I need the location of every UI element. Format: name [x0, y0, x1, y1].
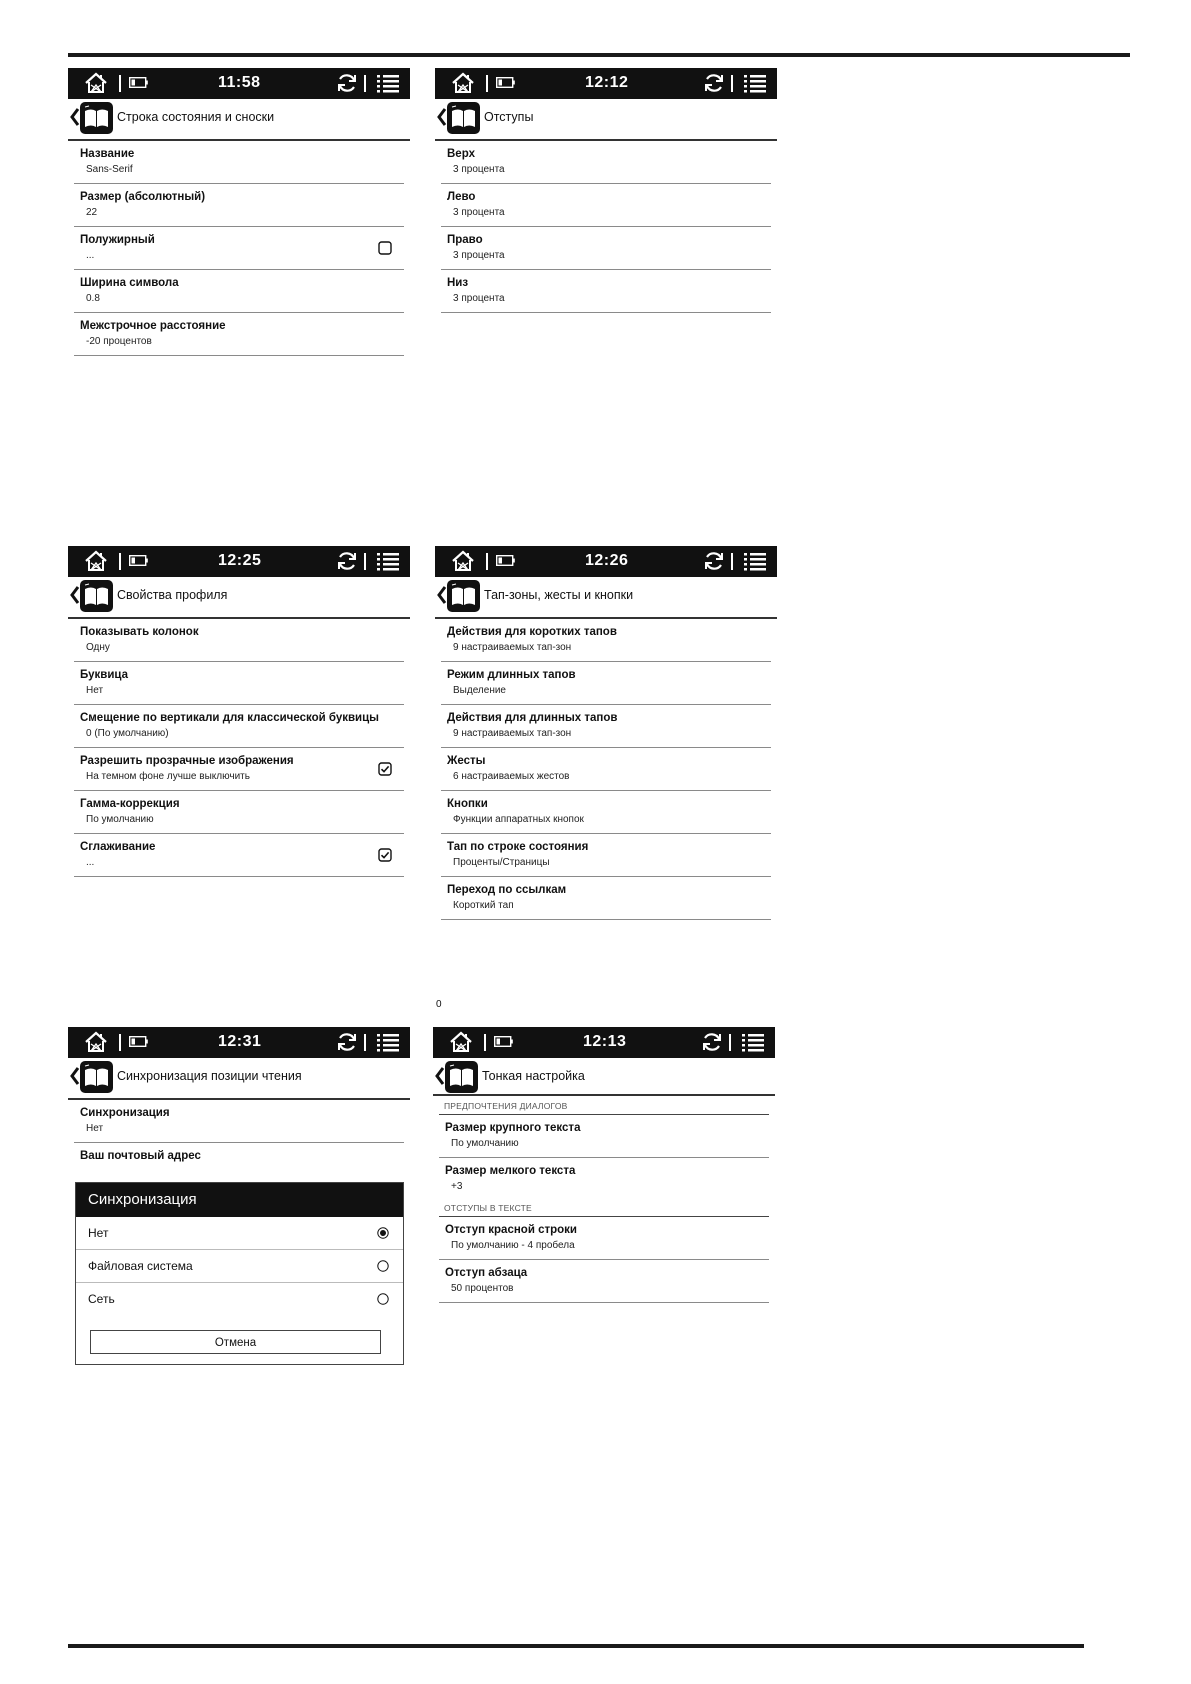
- status-bar: [68, 546, 410, 577]
- bottom-rule: [68, 1644, 1084, 1648]
- sync-dialog: [75, 1182, 404, 1365]
- checkbox-checked-icon[interactable]: [378, 848, 392, 862]
- setting-value: 22: [86, 207, 98, 218]
- setting-label: Лево: [447, 191, 476, 203]
- setting-value: Нет: [86, 1123, 104, 1134]
- setting-label: Низ: [447, 277, 469, 289]
- setting-antialiasing[interactable]: [74, 834, 404, 877]
- menu-icon[interactable]: [743, 73, 767, 94]
- home-icon[interactable]: [451, 550, 475, 572]
- setting-label: Название: [80, 148, 135, 160]
- setting-value: Sans-Serif: [86, 164, 133, 175]
- setting-status-bar-tap[interactable]: [441, 834, 771, 877]
- setting-value: 0 (По умолчанию): [86, 728, 169, 739]
- setting-value: Короткий тап: [453, 900, 514, 911]
- setting-value: Нет: [86, 685, 104, 696]
- top-rule: [68, 53, 1130, 57]
- setting-label: Верх: [447, 148, 475, 160]
- status-separator: [731, 75, 733, 92]
- status-separator: [729, 1034, 731, 1051]
- setting-value: На темном фоне лучше выключить: [86, 771, 250, 782]
- setting-value: 3 процента: [453, 293, 505, 304]
- radio-unselected-icon[interactable]: [377, 1260, 389, 1272]
- setting-char-width[interactable]: [74, 270, 404, 313]
- back-chevron-icon[interactable]: [70, 107, 80, 127]
- back-chevron-icon[interactable]: [437, 585, 447, 605]
- setting-link-navigation[interactable]: [441, 877, 771, 920]
- status-bar: [68, 68, 410, 99]
- setting-label: Ширина символа: [80, 277, 179, 289]
- setting-sync[interactable]: [74, 1100, 404, 1143]
- setting-buttons[interactable]: [441, 791, 771, 834]
- status-separator: [364, 553, 366, 570]
- setting-value: 6 настраиваемых жестов: [453, 771, 570, 782]
- setting-first-line-indent[interactable]: [439, 1217, 769, 1260]
- menu-icon[interactable]: [376, 73, 400, 94]
- back-chevron-icon[interactable]: [435, 1066, 445, 1086]
- page-title: Синхронизация позиции чтения: [117, 1069, 302, 1083]
- setting-label: Жесты: [447, 755, 486, 767]
- setting-value: Проценты/Страницы: [453, 857, 550, 868]
- option-filesystem[interactable]: [76, 1250, 403, 1283]
- setting-value: По умолчанию - 4 пробела: [451, 1240, 575, 1251]
- menu-icon[interactable]: [376, 1032, 400, 1053]
- home-icon[interactable]: [84, 550, 108, 572]
- radio-selected-icon[interactable]: [377, 1227, 389, 1239]
- book-app-icon[interactable]: [80, 580, 113, 612]
- menu-icon[interactable]: [741, 1032, 765, 1053]
- title-bar: [68, 99, 410, 141]
- setting-label: Размер (абсолютный): [80, 191, 206, 203]
- setting-long-tap-mode[interactable]: [441, 662, 771, 705]
- section-label: ОТСТУПЫ В ТЕКСТЕ: [444, 1203, 532, 1213]
- book-app-icon[interactable]: [80, 1061, 113, 1093]
- setting-margin-right[interactable]: [441, 227, 771, 270]
- clock: 12:13: [583, 1033, 627, 1050]
- settings-list: [433, 1096, 775, 1303]
- book-app-icon[interactable]: [80, 102, 113, 134]
- section-header-indents: [439, 1198, 769, 1217]
- radio-unselected-icon[interactable]: [377, 1293, 389, 1305]
- setting-line-spacing[interactable]: [74, 313, 404, 356]
- status-bar: [433, 1027, 775, 1058]
- home-icon[interactable]: [84, 72, 108, 94]
- battery-icon: [494, 1036, 513, 1047]
- title-bar: [433, 1058, 775, 1096]
- status-separator: [119, 1034, 121, 1051]
- page-title: Свойства профиля: [117, 588, 228, 602]
- setting-label: Синхронизация: [80, 1107, 170, 1119]
- screen-reading-sync: [68, 1027, 410, 1349]
- setting-font-size[interactable]: [74, 184, 404, 227]
- menu-icon[interactable]: [376, 551, 400, 572]
- title-bar: [68, 1058, 410, 1100]
- setting-label: Буквица: [80, 669, 129, 681]
- status-bar: [68, 1027, 410, 1058]
- setting-label: Размер крупного текста: [445, 1122, 581, 1134]
- book-app-icon[interactable]: [447, 102, 480, 134]
- book-app-icon[interactable]: [447, 580, 480, 612]
- home-icon[interactable]: [84, 1031, 108, 1053]
- setting-value: 9 настраиваемых тап-зон: [453, 728, 572, 739]
- home-icon[interactable]: [451, 72, 475, 94]
- setting-value: ...: [86, 857, 95, 868]
- setting-drop-cap-offset[interactable]: [74, 705, 404, 748]
- setting-columns[interactable]: [74, 619, 404, 662]
- screen-profile-properties: [68, 546, 410, 877]
- setting-value: 3 процента: [453, 250, 505, 261]
- clock: 12:12: [585, 74, 629, 91]
- setting-value: По умолчанию: [451, 1138, 519, 1149]
- setting-drop-cap[interactable]: [74, 662, 404, 705]
- sync-icon[interactable]: [336, 72, 358, 94]
- screen-status-bar-footnotes: [68, 68, 410, 356]
- setting-label: Отступ красной строки: [445, 1224, 577, 1236]
- page-title: Тап-зоны, жесты и кнопки: [484, 588, 634, 602]
- section-header-dialogs: [439, 1096, 769, 1115]
- sync-icon[interactable]: [701, 1031, 723, 1053]
- setting-margin-top[interactable]: [441, 141, 771, 184]
- option-network[interactable]: [76, 1283, 403, 1315]
- status-separator: [119, 553, 121, 570]
- status-bar: [435, 546, 777, 577]
- settings-list: [435, 619, 777, 920]
- page-title: Отступы: [484, 110, 534, 124]
- setting-margin-bottom[interactable]: [441, 270, 771, 313]
- setting-label: Кнопки: [447, 798, 488, 810]
- title-bar: [68, 577, 410, 619]
- back-chevron-icon[interactable]: [437, 107, 447, 127]
- sync-icon[interactable]: [336, 1031, 358, 1053]
- setting-font-name[interactable]: [74, 141, 404, 184]
- setting-value: 9 настраиваемых тап-зон: [453, 642, 572, 653]
- setting-small-text-size[interactable]: [439, 1158, 769, 1198]
- setting-label: Сглаживание: [80, 841, 156, 853]
- setting-value: 0.8: [86, 293, 100, 304]
- checkbox-checked-icon[interactable]: [378, 762, 392, 776]
- setting-label: Отступ абзаца: [445, 1267, 528, 1279]
- title-bar: [435, 99, 777, 141]
- dialog-title: Синхронизация: [76, 1183, 403, 1217]
- setting-value: -20 процентов: [86, 336, 152, 347]
- status-separator: [119, 75, 121, 92]
- back-chevron-icon[interactable]: [70, 1066, 80, 1086]
- battery-icon: [496, 77, 515, 88]
- screen-tap-zones: [435, 546, 777, 920]
- menu-icon[interactable]: [743, 551, 767, 572]
- setting-label: Действия для коротких тапов: [447, 626, 617, 638]
- setting-short-taps[interactable]: [441, 619, 771, 662]
- battery-icon: [129, 1036, 148, 1047]
- settings-list: [68, 1100, 410, 1173]
- status-separator: [364, 75, 366, 92]
- setting-value: +3: [451, 1181, 463, 1192]
- clock: 12:26: [585, 552, 629, 569]
- option-label: Сеть: [88, 1292, 115, 1306]
- setting-label: Смещение по вертикали для классической буквицы: [80, 712, 379, 724]
- setting-label: Переход по ссылкам: [447, 884, 567, 896]
- sync-icon[interactable]: [336, 550, 358, 572]
- setting-label: Показывать колонок: [80, 626, 199, 638]
- sync-icon[interactable]: [703, 550, 725, 572]
- page-title: Тонкая настройка: [482, 1069, 585, 1083]
- setting-value: ...: [86, 250, 95, 261]
- battery-icon: [129, 77, 148, 88]
- sync-icon[interactable]: [703, 72, 725, 94]
- status-bar: [435, 68, 777, 99]
- status-separator: [731, 553, 733, 570]
- setting-label: Межстрочное расстояние: [80, 320, 226, 332]
- clock: 12:25: [218, 552, 262, 569]
- setting-transparent-images[interactable]: [74, 748, 404, 791]
- setting-value: 50 процентов: [451, 1283, 514, 1294]
- setting-value: Функции аппаратных кнопок: [453, 814, 584, 825]
- title-bar: [435, 577, 777, 619]
- setting-label: Полужирный: [80, 234, 155, 246]
- setting-value: 3 процента: [453, 207, 505, 218]
- settings-list: [68, 619, 410, 877]
- page-title: Строка состояния и сноски: [117, 110, 275, 124]
- setting-label: Тап по строке состояния: [447, 841, 589, 853]
- battery-icon: [496, 555, 515, 566]
- setting-bold[interactable]: [74, 227, 404, 270]
- status-separator: [364, 1034, 366, 1051]
- setting-long-taps[interactable]: [441, 705, 771, 748]
- status-separator: [486, 553, 488, 570]
- setting-paragraph-indent[interactable]: [439, 1260, 769, 1303]
- setting-value: 3 процента: [453, 164, 505, 175]
- status-separator: [484, 1034, 486, 1051]
- settings-list: [68, 141, 410, 356]
- cancel-button[interactable]: Отмена: [90, 1330, 381, 1354]
- setting-margin-left[interactable]: [441, 184, 771, 227]
- home-icon[interactable]: [449, 1031, 473, 1053]
- setting-label: Гамма-коррекция: [80, 798, 180, 810]
- battery-icon: [129, 555, 148, 566]
- setting-label: Разрешить прозрачные изображения: [80, 755, 294, 767]
- setting-label: Действия для длинных тапов: [447, 712, 618, 724]
- setting-label: Ваш почтовый адрес: [80, 1150, 201, 1162]
- clock: 11:58: [218, 74, 261, 91]
- option-none[interactable]: [76, 1217, 403, 1250]
- setting-label: Режим длинных тапов: [447, 669, 576, 681]
- setting-value: Выделение: [453, 685, 506, 696]
- setting-value: По умолчанию: [86, 814, 154, 825]
- settings-list: [435, 141, 777, 313]
- back-chevron-icon[interactable]: [70, 585, 80, 605]
- option-label: Нет: [88, 1226, 109, 1240]
- option-label: Файловая система: [88, 1259, 193, 1273]
- setting-value: Одну: [86, 642, 110, 653]
- section-label: ПРЕДПОЧТЕНИЯ ДИАЛОГОВ: [444, 1101, 568, 1111]
- setting-gamma[interactable]: [74, 791, 404, 834]
- checkbox-unchecked-icon[interactable]: [378, 241, 392, 255]
- setting-email[interactable]: [74, 1143, 404, 1173]
- book-app-icon[interactable]: [445, 1061, 478, 1093]
- setting-large-text-size[interactable]: [439, 1115, 769, 1158]
- screen-margins: [435, 68, 777, 313]
- setting-label: Право: [447, 234, 483, 246]
- clock: 12:31: [218, 1033, 262, 1050]
- screen-fine-tuning: [433, 1027, 775, 1303]
- status-separator: [486, 75, 488, 92]
- stray-mark: 0: [436, 999, 442, 1010]
- setting-label: Размер мелкого текста: [445, 1165, 576, 1177]
- setting-gestures[interactable]: [441, 748, 771, 791]
